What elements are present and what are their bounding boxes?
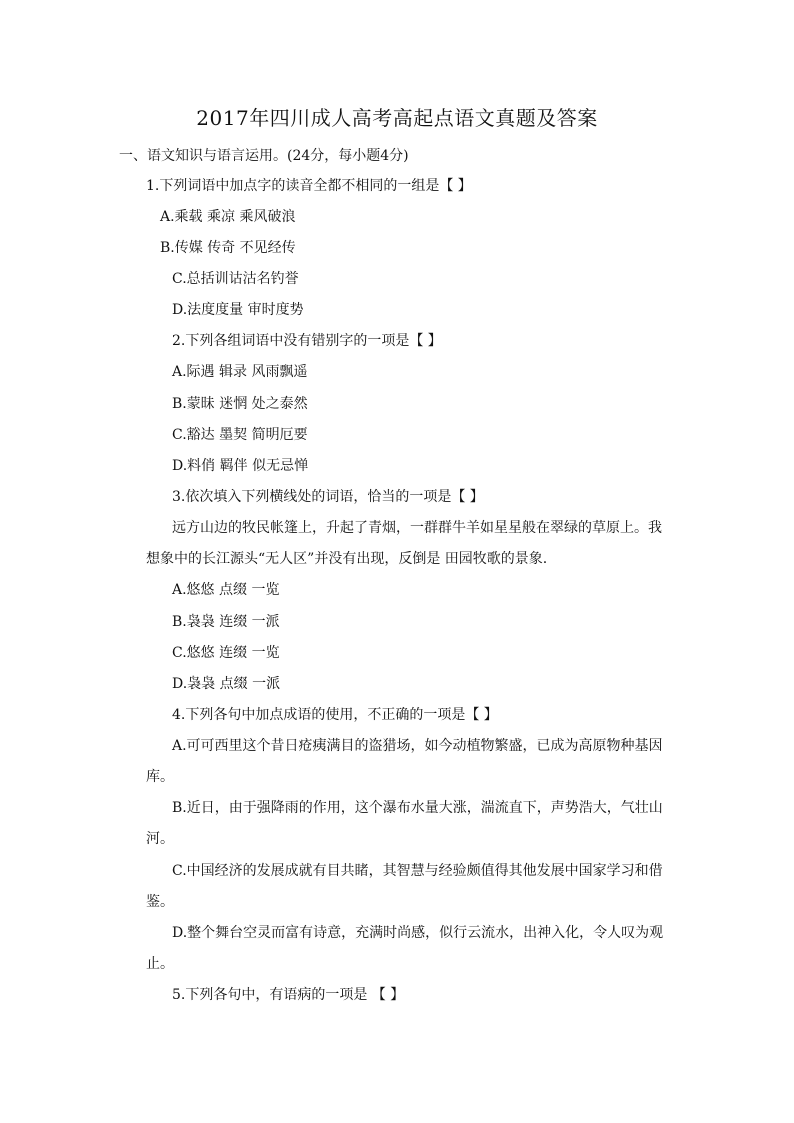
question-2-option-b: B.蒙昧 迷惘 处之泰然 xyxy=(172,396,308,412)
question-4-option-c-line-2: 鉴。 xyxy=(146,894,174,910)
question-3-stem: 3.依次填入下列横线处的词语，恰当的一项是【 】 xyxy=(172,489,484,505)
question-1-stem: 1.下列词语中加点字的读音全都不相同的一组是【 】 xyxy=(146,178,472,194)
question-3-option-c: C.悠悠 连缀 一览 xyxy=(172,645,280,661)
question-4-option-a-line-2: 库。 xyxy=(146,769,174,785)
question-4-option-a-line-1: A.可可西里这个昔日疮痍满目的盗猎场，如今动植物繁盛，已成为高原物种基因 xyxy=(172,738,663,754)
question-4-option-b-line-1: B.近日，由于强降雨的作用，这个瀑布水量大涨，湍流直下，声势浩大，气壮山 xyxy=(172,800,663,816)
question-2-stem: 2.下列各组词语中没有错别字的一项是【 】 xyxy=(172,333,442,349)
question-5-stem: 5.下列各句中，有语病的一项是 【 】 xyxy=(172,987,405,1003)
question-1-option-c: C.总括训诂沽名钓誉 xyxy=(172,271,299,287)
question-4-option-d-line-1: D.整个舞台空灵而富有诗意，充满时尚感，似行云流水，出神入化，令人叹为观 xyxy=(172,925,664,941)
question-3-option-a: A.悠悠 点缀 一览 xyxy=(172,582,280,598)
question-3-option-b: B.袅袅 连缀 一派 xyxy=(172,614,280,630)
question-2-option-a: A.际遇 辑录 风雨飘遥 xyxy=(172,364,308,380)
question-4-option-d-line-2: 止。 xyxy=(146,956,174,972)
question-4-option-b-line-2: 河。 xyxy=(146,831,174,847)
question-1-option-b: B.传媒 传奇 不见经传 xyxy=(160,240,296,256)
document-title: 2017年四川成人高考高起点语文真题及答案 xyxy=(196,106,598,130)
question-4-option-c-line-1: C.中国经济的发展成就有目共睹，其智慧与经验颇值得其他发展中国家学习和借 xyxy=(172,863,663,879)
question-3-passage-line-1: 远方山边的牧民帐篷上，升起了青烟，一群群牛羊如星星般在翠绿的草原上。我 xyxy=(172,520,662,536)
question-2-option-c: C.豁达 墨契 简明厄要 xyxy=(172,427,308,443)
question-3-option-d: D.袅袅 点缀 一派 xyxy=(172,676,281,692)
section-heading: 一、语文知识与语言运用。(24分，每小题4分) xyxy=(119,148,409,164)
question-2-option-d: D.料俏 羁伴 似无忌惮 xyxy=(172,458,309,474)
question-1-option-d: D.法度度量 审时度势 xyxy=(172,302,304,318)
question-4-stem: 4.下列各句中加点成语的使用，不正确的一项是【 】 xyxy=(172,707,498,723)
question-1-option-a: A.乘载 乘凉 乘风破浪 xyxy=(160,209,296,225)
question-3-passage-line-2: 想象中的长江源头“无人区”并没有出现，反倒是 田园牧歌的景象. xyxy=(146,551,548,567)
